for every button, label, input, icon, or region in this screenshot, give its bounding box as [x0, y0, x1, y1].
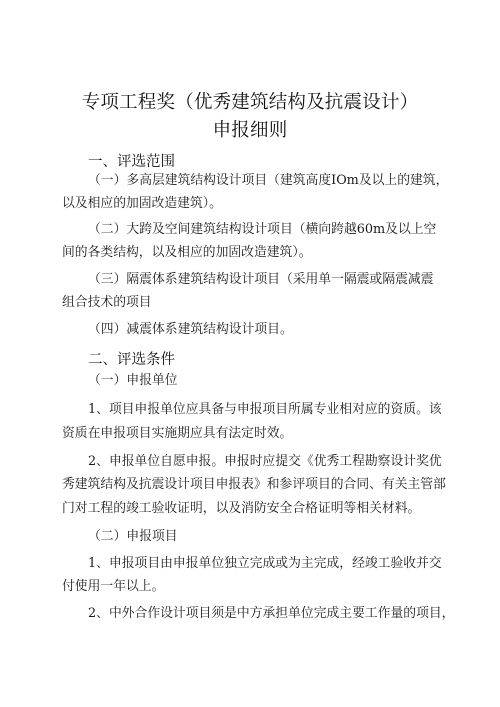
paragraph-line: 组合技术的项目 [62, 295, 152, 310]
paragraph-line: 门对工程的竣工验收证明，以及消防安全合格证明等相关材料。 [62, 501, 421, 516]
subsection-heading: （二）申报项目 [88, 529, 178, 544]
paragraph-line: 资质在申报项目实施期应具有法定时效。 [62, 426, 293, 441]
paragraph-line: 以及相应的加固改造建筑）。 [62, 196, 222, 211]
paragraph-line: 秀建筑结构及抗震设计项目申报表》和参评项目的合同、有关主管部 [62, 477, 446, 492]
paragraph-line: 2、申报单位自愿申报。申报时应提交《优秀工程勘察设计奖优 [88, 454, 442, 469]
paragraph-line: （三）隔震体系建筑结构设计项目（采用单一隔震或隔震减震 [88, 272, 434, 287]
paragraph-line: 2、中外合作设计项目须是中方承担单位完成主要工作量的项目， [88, 606, 455, 621]
subsection-heading: （一）申报单位 [88, 373, 178, 388]
paragraph-line: 1、项目申报单位应具备与申报项目所属专业相对应的资质。该 [88, 402, 442, 417]
section-heading-scope: 一、评选范围 [88, 154, 175, 170]
section-heading-criteria: 二、评选条件 [88, 352, 175, 368]
document-subtitle: 申报细则 [212, 120, 288, 141]
paragraph-line: （四）减震体系建筑结构设计项目。 [88, 322, 293, 337]
paragraph-line: 付使用一年以上。 [62, 579, 165, 594]
paragraph-line: （二）大跨及空间建筑结构设计项目（横向跨越60m及以上空 [88, 222, 437, 237]
paragraph-line: （一）多高层建筑结构设计项目（建筑高度IOm及以上的建筑， [88, 173, 449, 188]
paragraph-line: 1、申报项目由申报单位独立完成或为主完成，经竣工验收并交 [88, 556, 442, 571]
document-title: 专项工程奖（优秀建筑结构及抗震设计） [81, 92, 419, 113]
paragraph-line: 间的各类结构，以及相应的加固改造建筑）。 [62, 245, 312, 260]
